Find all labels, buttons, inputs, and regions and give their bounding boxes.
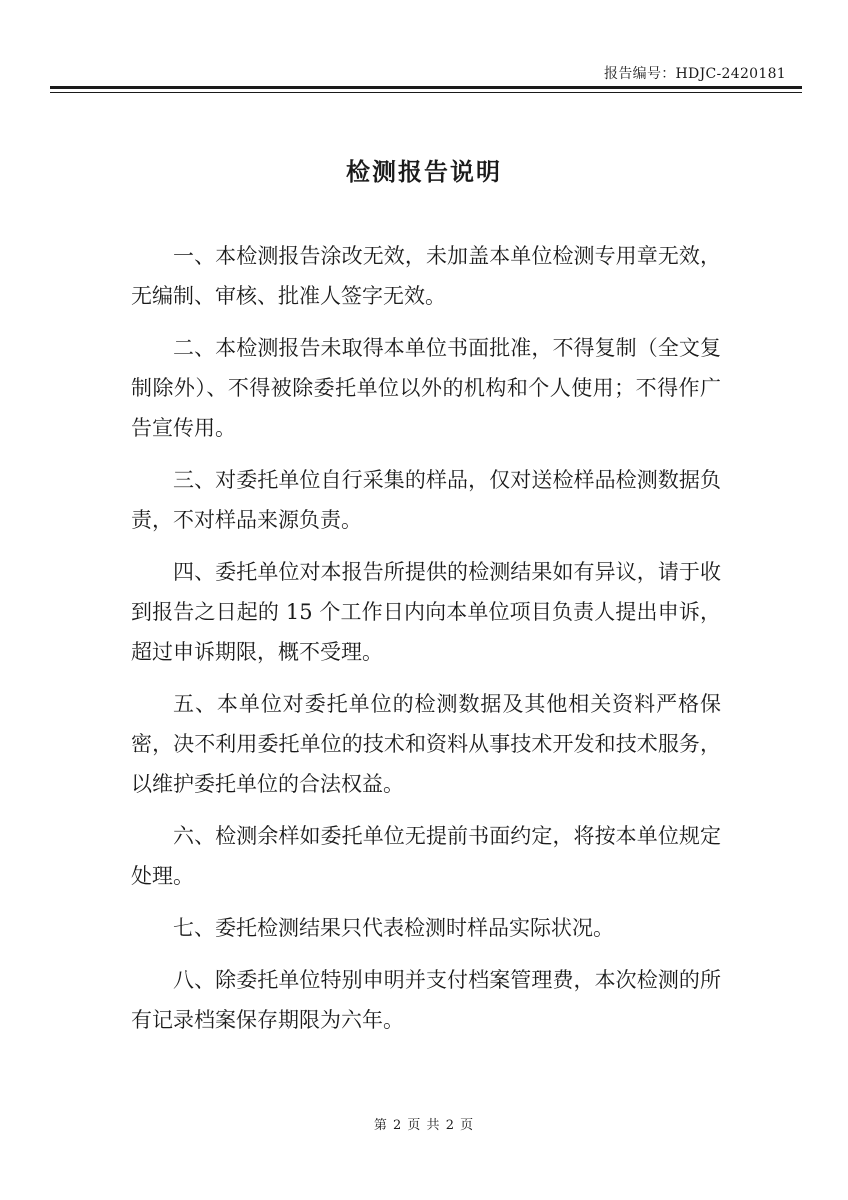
header-rule-thick <box>50 86 802 89</box>
clause-1: 一、本检测报告涂改无效，未加盖本单位检测专用章无效，无编制、审核、批准人签字无效。 <box>131 244 721 308</box>
clause-8: 八、除委托单位特别申明并支付档案管理费，本次检测的所有记录档案保存期限为六年。 <box>131 968 721 1032</box>
document-body <box>131 236 721 1052</box>
clause-7: 七、委托检测结果只代表检测时样品实际状况。 <box>173 916 614 940</box>
page-number: 第 2 页 共 2 页 <box>373 1118 475 1133</box>
clause-2: 二、本检测报告未取得本单位书面批准，不得复制（全文复制除外）、不得被除委托单位以外的机构和个人使用；不得作广告宣传用。 <box>131 336 721 440</box>
clause-4: 四、委托单位对本报告所提供的检测结果如有异议，请于收到报告之日起的 15 个工作日内向本单位项目负责人提出申诉，超过申诉期限，概不受理。 <box>131 560 721 664</box>
clause-6: 六、检测余样如委托单位无提前书面约定，将按本单位规定处理。 <box>131 824 721 888</box>
report-number: 报告编号：HDJC-2420181 <box>604 66 786 82</box>
clause-3: 三、对委托单位自行采集的样品，仅对送检样品检测数据负责，不对样品来源负责。 <box>131 468 721 532</box>
clause-5: 五、本单位对委托单位的检测数据及其他相关资料严格保密，决不利用委托单位的技术和资料从事技术开发和技术服务，以维护委托单位的合法权益。 <box>131 692 721 796</box>
page-title: 检测报告说明 <box>346 157 502 186</box>
header-rule-thin <box>50 92 802 93</box>
